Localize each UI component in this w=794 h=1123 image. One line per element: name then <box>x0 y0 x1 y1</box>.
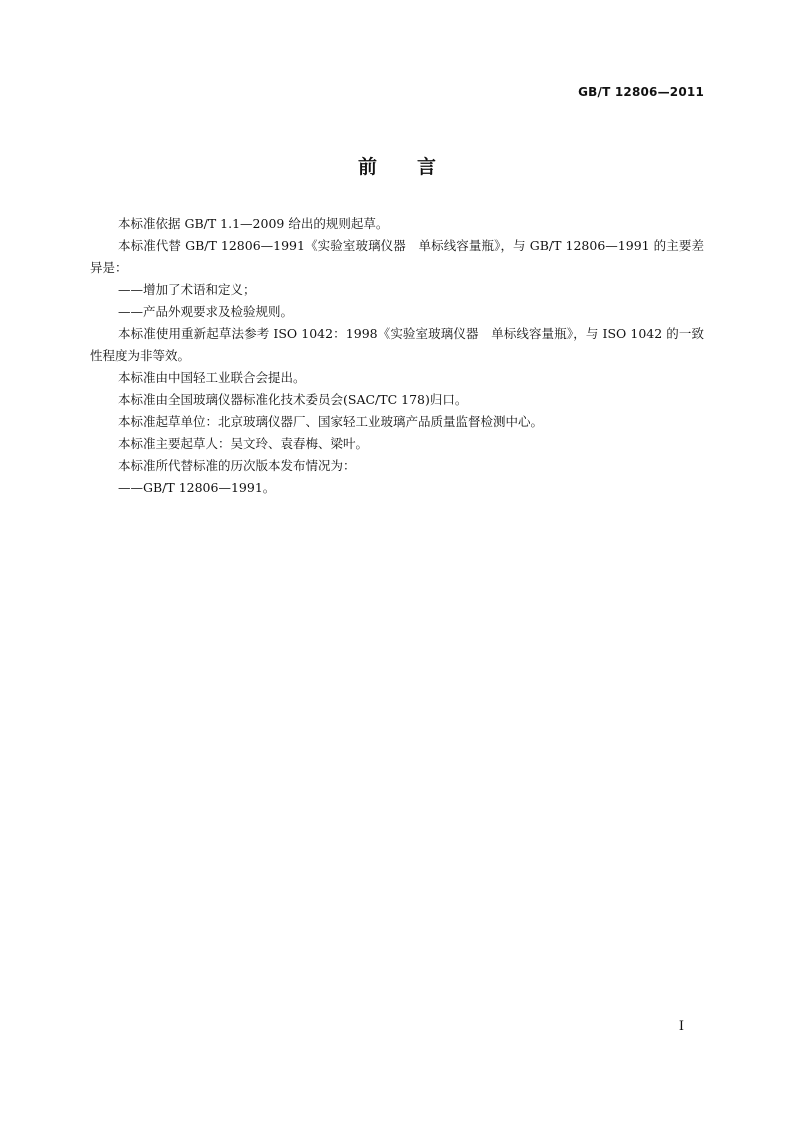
page-title: 前言 <box>357 156 476 178</box>
paragraph-drafting-units: 本标准起草单位：北京玻璃仪器厂、国家轻工业玻璃产品质量监督检测中心。 <box>118 414 544 429</box>
list-item-terms-definitions: ——增加了术语和定义； <box>118 282 256 297</box>
paragraph-drafting-rules: 本标准依据 GB/T 1.1—2009 给出的规则起草。 <box>118 216 389 231</box>
paragraph-iso-reference: 本标准使用重新起草法参考 ISO 1042：1998《实验室玻璃仪器 单标线容量瓶》，与 ISO 1042 的一致性程度为非等效。 <box>90 326 704 363</box>
paragraph-proposed-by: 本标准由中国轻工业联合会提出。 <box>118 370 306 385</box>
list-item-appearance-rules: ——产品外观要求及检验规则。 <box>118 304 294 319</box>
standard-number-header: GB/T 12806—2011 <box>578 85 704 99</box>
paragraph-drafters: 本标准主要起草人：吴文玲、袁春梅、梁叶。 <box>118 436 369 451</box>
paragraph-previous-editions: 本标准所代替标准的历次版本发布情况为： <box>118 458 356 473</box>
page-number: I <box>678 1019 684 1034</box>
paragraph-replaces-standard: 本标准代替 GB/T 12806—1991《实验室玻璃仪器 单标线容量瓶》，与 GB/T 12806—1991 的主要差异是： <box>90 238 704 275</box>
paragraph-managed-by: 本标准由全国玻璃仪器标准化技术委员会(SAC/TC 178)归口。 <box>118 392 468 407</box>
list-item-previous-edition: ——GB/T 12806—1991。 <box>118 480 276 495</box>
document-body <box>90 213 704 499</box>
